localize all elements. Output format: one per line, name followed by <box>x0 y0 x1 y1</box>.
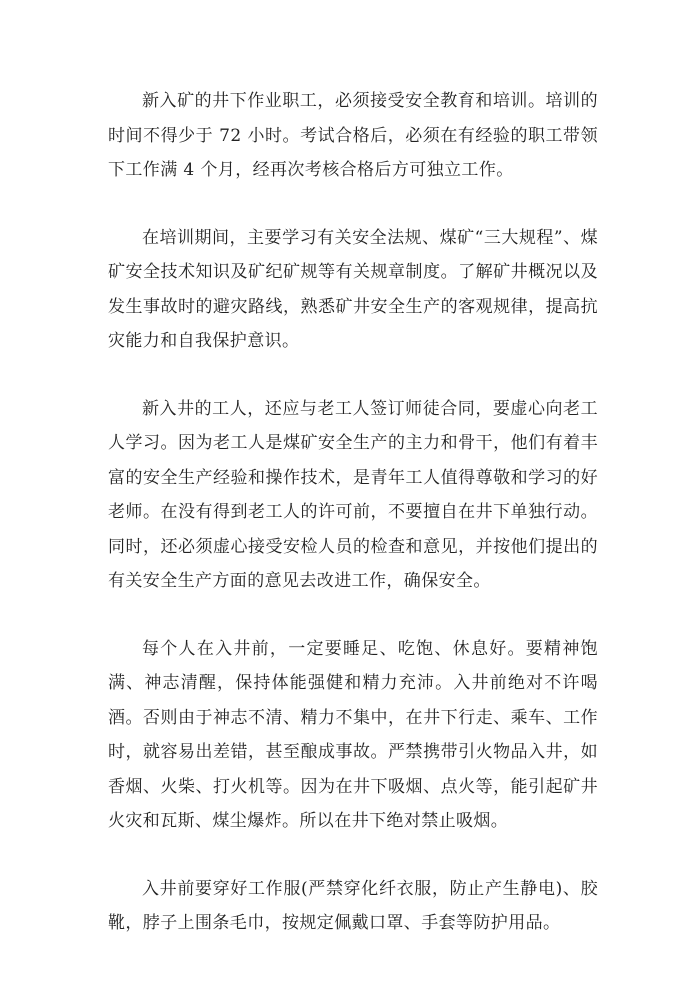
paragraph-pre-entry-rest: 每个人在入井前，一定要睡足、吃饱、休息好。要精神饱满、神志清醒，保持体能强健和精力充沛。入井前绝对不许喝酒。否则由于神志不清、精力不集中，在井下行走、乘车、工作时，就容易出差错，甚至酿成事故。严禁携带引火物品入井，如香烟、火柴、打火机等。因为在井下吸烟、点火等，能引起矿井火灾和瓦斯、煤尘爆炸。所以在井下绝对禁止吸烟。 <box>108 638 598 831</box>
paragraph-training-content: 在培训期间，主要学习有关安全法规、煤矿“三大规程”、煤矿安全技术知识及矿纪矿规等有关规章制度。了解矿井概况以及发生事故时的避灾路线，熟悉矿井安全生产的客观规律，提高抗灾能力和自我保护意识。 <box>108 227 598 351</box>
paragraph-training-requirements: 新入矿的井下作业职工，必须接受安全教育和培训。培训的时间不得少于 72 小时。考试合格后，必须在有经验的职工带领下工作满 4 个月，经再次考核合格后方可独立工作。 <box>108 91 598 180</box>
paragraph-mentorship: 新入井的工人，还应与老工人签订师徒合同，要虚心向老工人学习。因为老工人是煤矿安全生产的主力和骨干，他们有着丰富的安全生产经验和操作技术，是青年工人值得尊敬和学习的好老师。在没有得到老工人的许可前，不要擅自在井下单独行动。同时，还必须虚心接受安检人员的检查和意见，并按他们提出的有关安全生产方面的意见去改进工作，确保安全。 <box>108 398 598 591</box>
paragraph-protective-gear: 入井前要穿好工作服(严禁穿化纤衣服，防止产生静电)、胶靴，脖子上围条毛巾，按规定佩戴口罩、手套等防护用品。 <box>108 878 598 933</box>
document-body <box>108 84 598 974</box>
